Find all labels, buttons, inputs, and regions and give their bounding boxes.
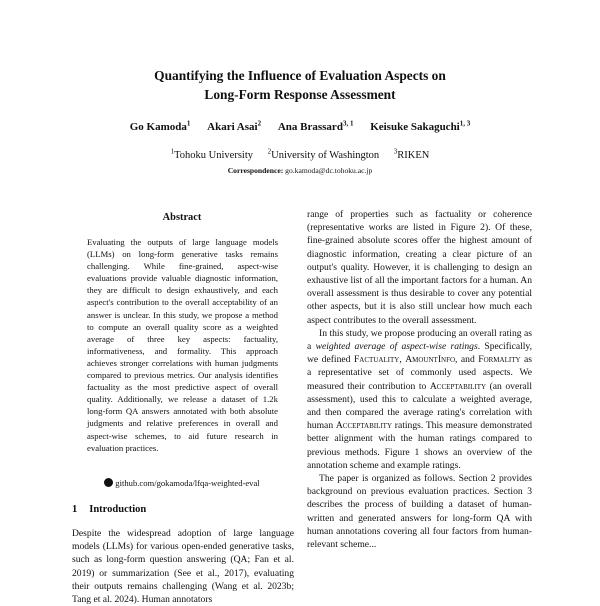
section-title: Introduction <box>89 504 147 515</box>
author: Go Kamoda$^1$ <box>129 119 191 133</box>
github-link[interactable] <box>87 478 277 488</box>
paper-title <box>0 66 600 104</box>
author-list <box>0 121 600 133</box>
section-heading <box>72 504 146 515</box>
correspondence-email[interactable]: go.kamoda@dc.tohoku.ac.jp <box>285 166 373 175</box>
github-link-text[interactable]: github.com/gokamoda/lfqa-weighted-eval <box>115 478 260 488</box>
paragraph: The paper is organized as follows. Section 2 provides background on previous evaluation practices. Section 3 describes the process of building a dataset of human-written and generated answers for long-form QA with human annotations covering all four factors from human-relevant scheme... <box>307 473 532 551</box>
affiliation: $^1$Tohoku University <box>170 147 253 161</box>
author: Ana Brassard$^{3, 1}$ <box>277 119 354 133</box>
title-line-2: Long-Form Response Assessment <box>204 87 396 102</box>
github-icon <box>104 478 113 487</box>
introduction-text: Despite the widespread adoption of large language models (LLMs) for various open-ended generative tasks, such as long-form question answering (QA; Fan et al. 2019) or summarization (See et al., 2017), evaluating their outputs remains challenging (Wang et al. 2023b; Tang et al. 2024). Human annotators <box>72 528 294 606</box>
correspondence-line <box>0 166 600 175</box>
affiliation: $^3$RIKEN <box>393 147 430 161</box>
affiliation-list <box>0 147 600 161</box>
section-number: 1 <box>72 504 78 515</box>
correspondence-label: Correspondence: <box>227 166 284 175</box>
affiliation: $^2$University of Washington <box>267 147 380 161</box>
right-column <box>307 208 532 551</box>
title-line-1: Quantifying the Influence of Evaluation Aspects on <box>154 68 446 83</box>
paragraph: In this study, we propose producing an overall rating as a weighted average of aspect-wise ratings. Specifically, we defined Factuality, AmountInfo, and Formality as a representative set of commonly used aspects. We measured their contribution to Acceptability (an overall assessment), used this to calculate a weighted average, and then compared the average rating's correlation with human Acceptability ratings. This measure demonstrated better alignment with the human ratings compared to previous methods. Figure 1 shows an overview of the annotation scheme and example ratings. <box>307 327 533 471</box>
author: Keisuke Sakaguchi$^{1, 3}$ <box>370 119 471 133</box>
paragraph: range of properties such as factuality or coherence (representative works are listed in Figure 2). Of these, fine-grained absolute scores offer the highest amount of diagnostic information, creating a clear picture of an output's quality. However, it is challenging to design an exhaustive list of all the important factors for a human. An overall assessment is thus desirable to cover any potential other aspects, but it is also still unclear how much each aspect contributes to the overall assessment. <box>307 209 532 326</box>
abstract-heading: Abstract <box>162 212 202 223</box>
abstract-text: Evaluating the outputs of large language models (LLMs) on long-form generative tasks remains challenging. While fine-grained, aspect-wise evaluations provide valuable diagnostic information, they are difficult to design exhaustively, and each aspect's contribution to the overall acceptability of an answer is unclear. In this study, we propose a method to compute an overall quality score as a weighted average of three key aspects: factuality, informativeness, and formality. This approach achieves stronger correlations with human judgments compared to previous metrics. Our analysis identifies factuality as the most predictive aspect of overall quality. Additionally, we release a dataset of 1.2k long-form QA answers annotated with both absolute judgments and relative preferences in overall and aspect-wise schemes, to aid future research in evaluation practices. <box>87 237 278 453</box>
author: Akari Asai$^2$ <box>207 119 262 133</box>
